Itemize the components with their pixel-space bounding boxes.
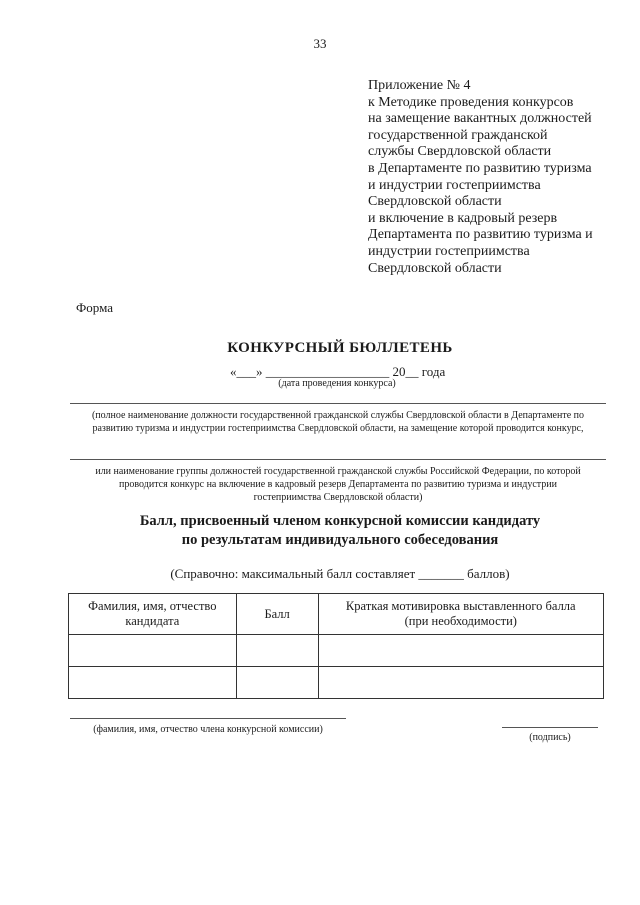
appendix-line: к Методике проведения конкурсов bbox=[368, 94, 574, 110]
signature-caption: (подпись) bbox=[529, 732, 571, 743]
header-text: (при необходимости) bbox=[404, 614, 517, 628]
score-cell[interactable] bbox=[236, 667, 318, 699]
score-cell[interactable] bbox=[236, 635, 318, 667]
column-header-score: Балл bbox=[236, 594, 318, 635]
candidate-cell[interactable] bbox=[69, 635, 237, 667]
member-caption: (фамилия, имя, отчество члена конкурсной комиссии) bbox=[93, 724, 323, 735]
appendix-line: и включение в кадровый резерв bbox=[368, 210, 558, 226]
section-subtitle bbox=[60, 512, 620, 550]
signature-line bbox=[502, 727, 598, 728]
document-title: КОНКУРСНЫЙ БЮЛЛЕТЕНЬ bbox=[227, 340, 453, 356]
appendix-header bbox=[368, 78, 630, 277]
appendix-line: Свердловской области bbox=[368, 194, 502, 210]
subtitle-line: по результатам индивидуального собеседования bbox=[181, 532, 499, 548]
header-text: Краткая мотивировка выставленного балла bbox=[345, 599, 576, 613]
group-caption-line: или наименование группы должностей государственной гражданской службы Российской Федерации, по которой bbox=[95, 466, 581, 477]
appendix-line: и индустрии гостеприимства bbox=[368, 177, 541, 193]
appendix-line: Приложение № 4 bbox=[368, 78, 471, 93]
reference-note: (Справочно: максимальный балл составляет _______ баллов) bbox=[170, 566, 510, 581]
reason-cell[interactable] bbox=[318, 667, 603, 699]
position-caption-line: развитию туризма и индустрии гостеприимства Свердловской области, на замещение которой проводится конкурс, bbox=[92, 423, 584, 434]
appendix-line: индустрии гостеприимства bbox=[368, 243, 530, 259]
column-header-reason bbox=[318, 594, 603, 635]
position-blank-line bbox=[70, 403, 606, 404]
group-caption-line: проводится конкурс на включение в кадровый резерв Департамента по развитию туризма и индустрии bbox=[119, 479, 557, 490]
member-name-line bbox=[70, 718, 346, 719]
subtitle-line: Балл, присвоенный членом конкурсной комиссии кандидату bbox=[139, 513, 541, 529]
header-text: Фамилия, имя, отчество bbox=[88, 599, 217, 613]
group-caption-line: гостеприимства Свердловской области) bbox=[253, 492, 423, 503]
column-header-candidate bbox=[69, 594, 237, 635]
table-row bbox=[69, 667, 604, 699]
appendix-line: службы Свердловской области bbox=[368, 144, 552, 160]
reason-cell[interactable] bbox=[318, 635, 603, 667]
table-header-row bbox=[69, 594, 604, 635]
appendix-line: государственной гражданской bbox=[368, 127, 548, 143]
page-number: 33 bbox=[313, 36, 327, 51]
group-blank-line bbox=[70, 459, 606, 460]
position-caption bbox=[58, 409, 618, 435]
date-line: «___» ___________________ 20__ года bbox=[230, 364, 446, 379]
form-label: Форма bbox=[76, 300, 113, 315]
position-caption-line: (полное наименование должности государственной гражданской службы Свердловской области в Департаменте по bbox=[91, 410, 585, 421]
candidate-cell[interactable] bbox=[69, 667, 237, 699]
header-text: кандидата bbox=[125, 614, 180, 628]
date-caption: (дата проведения конкурса) bbox=[278, 378, 396, 389]
group-caption bbox=[58, 465, 618, 504]
appendix-line: Департамента по развитию туризма и bbox=[368, 227, 593, 243]
table-row bbox=[69, 635, 604, 667]
score-table bbox=[68, 593, 604, 699]
appendix-line: в Департаменте по развитию туризма bbox=[368, 160, 592, 176]
appendix-line: на замещение вакантных должностей bbox=[368, 111, 592, 127]
appendix-line: Свердловской области bbox=[368, 260, 502, 276]
